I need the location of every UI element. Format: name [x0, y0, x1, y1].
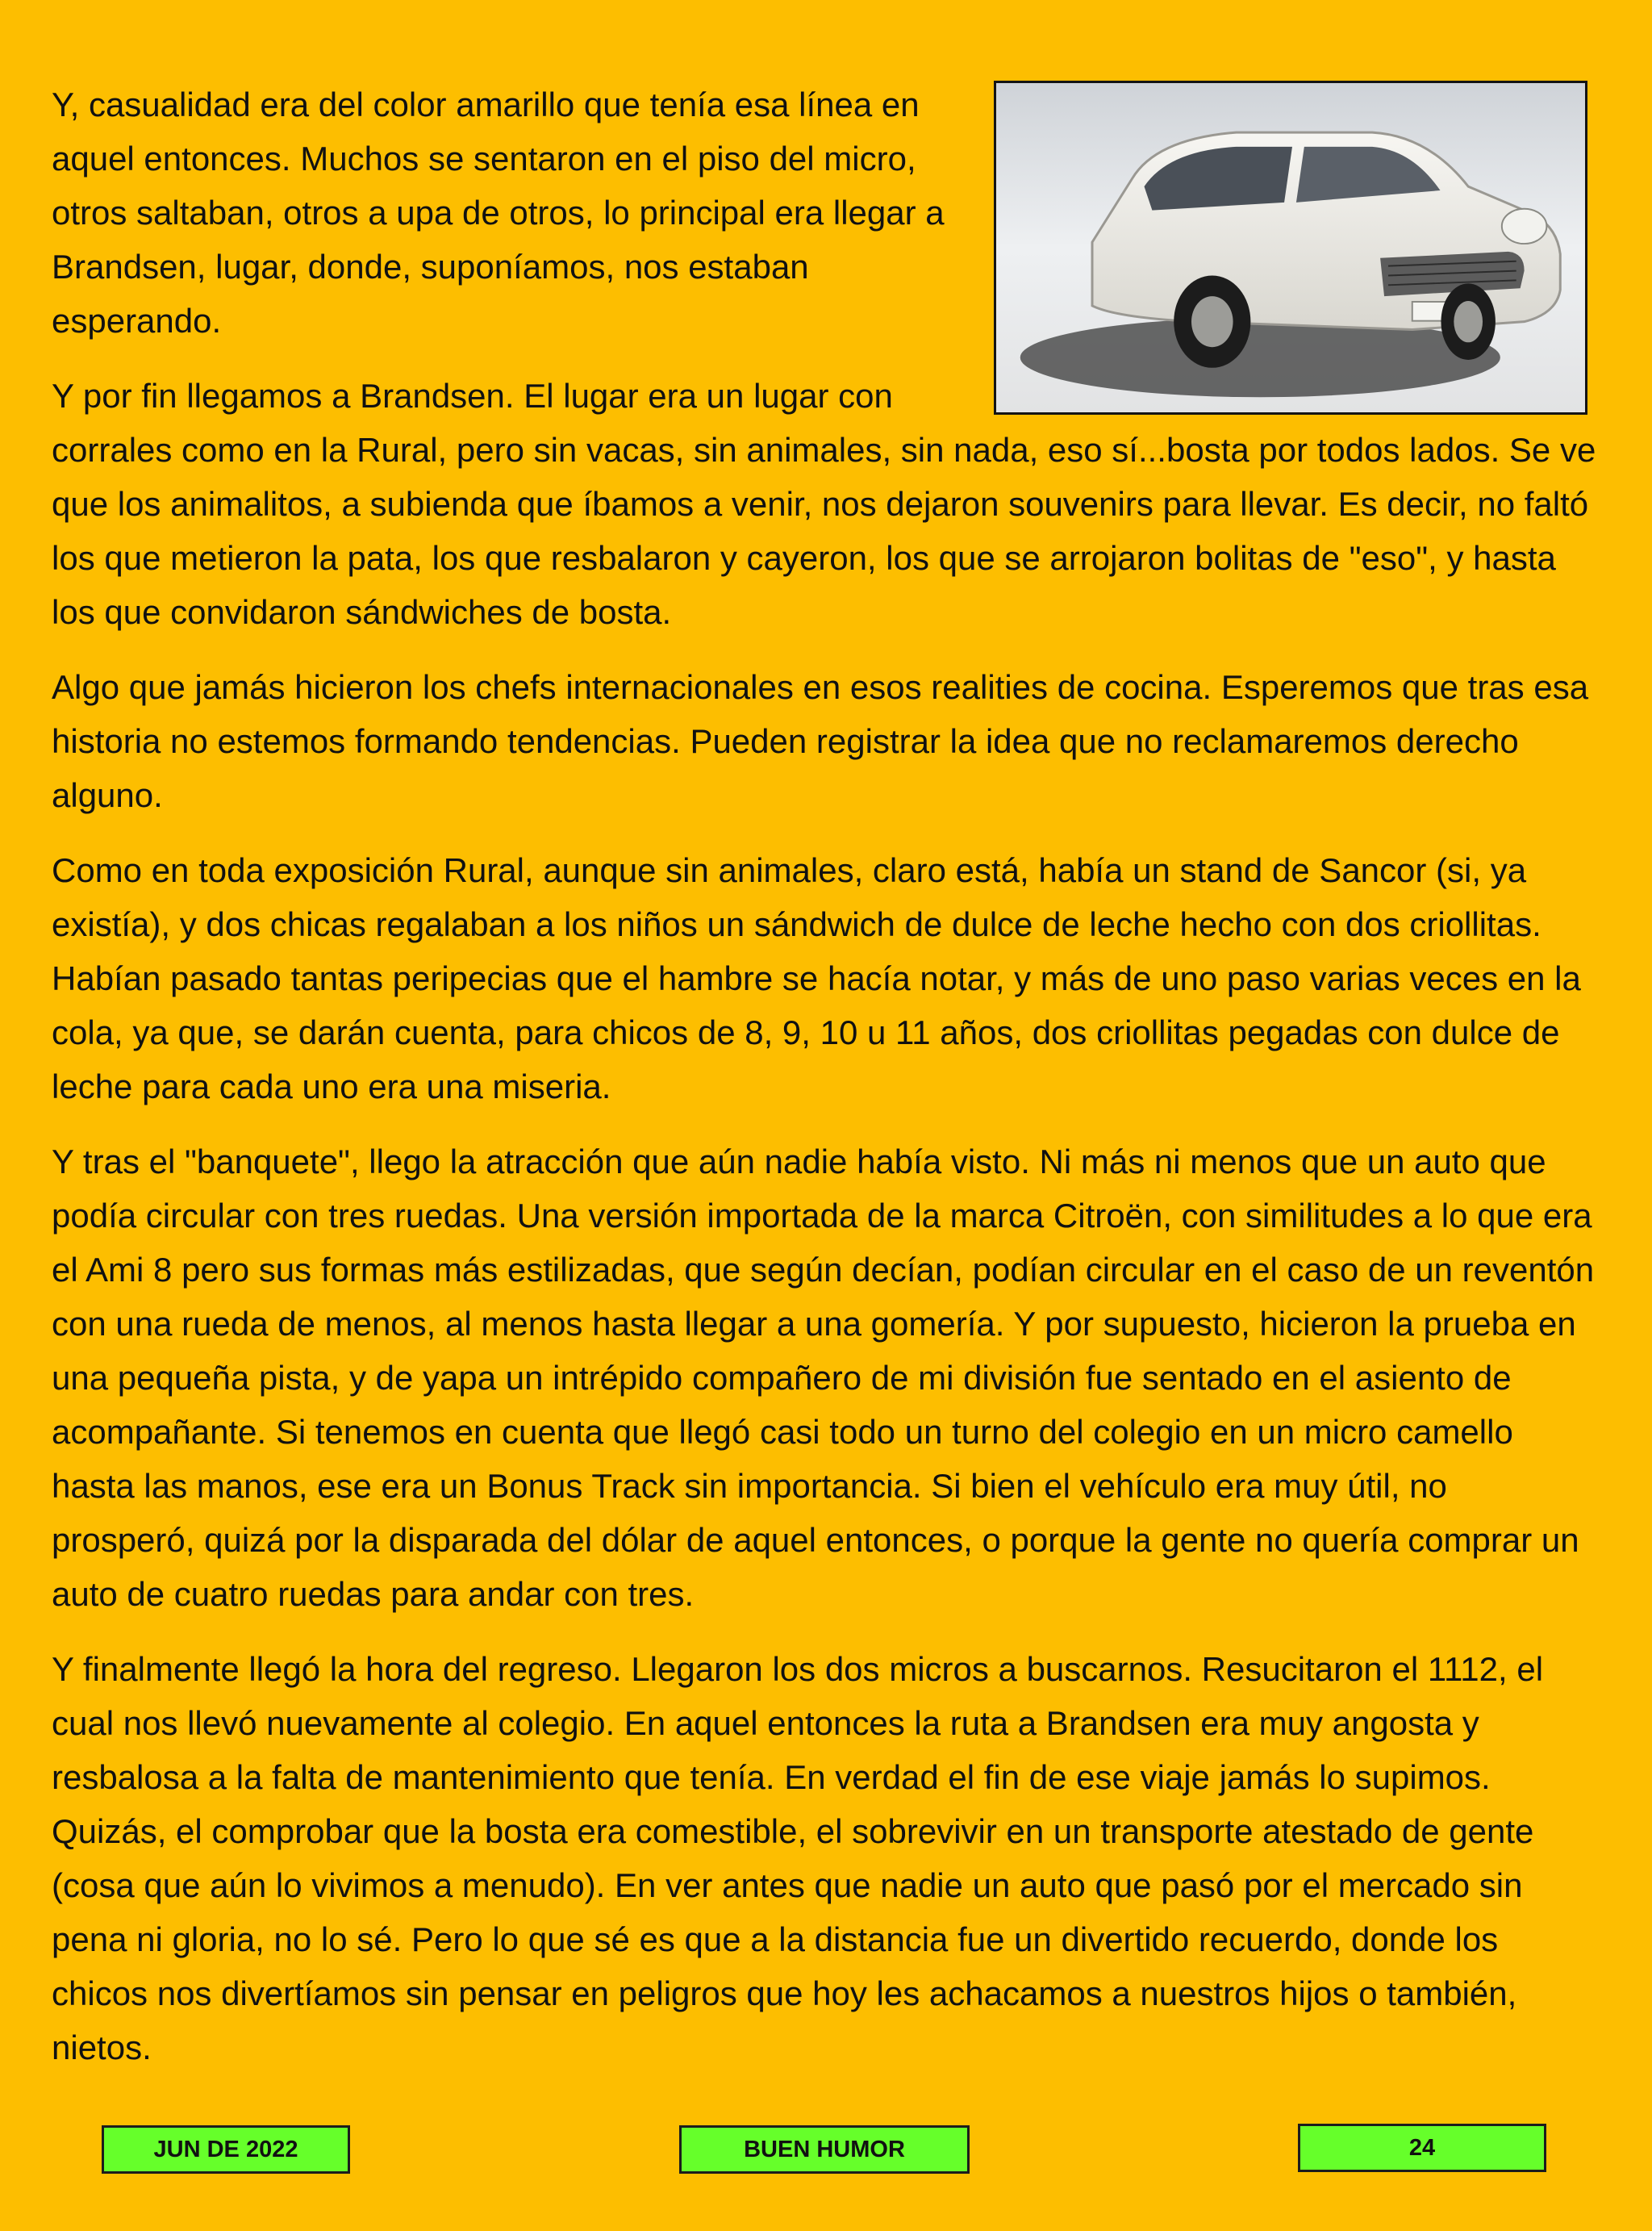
article-paragraph: Y finalmente llegó la hora del regreso. Llegaron los dos micros a buscarnos. Resucitaron el 1112, el cual nos llevó nuevamente al colegio. En aquel entonces la ruta a Brandsen era muy angosta y resbalosa a la falta de mantenimiento que tenía. En verdad el fin de ese viaje jamás lo supimos. Quizás, el comprobar que la bosta era comestible, el sobrevivir en un transporte atestado de gente (cosa que aún lo vivimos a menudo). En ver antes que nadie un auto que pasó por el mercado sin pena ni gloria, no lo sé. Pero lo que sé es que a la distancia fue un divertido recuerdo, donde los chicos nos divertíamos sin pensar en peligros que hoy les achacamos a nuestros hijos o también, nietos. — [52, 1650, 1544, 2066]
article-paragraph: Como en toda exposición Rural, aunque sin animales, claro está, había un stand de Sancor (si, ya existía), y dos chicas regalaban a los niños un sándwich de dulce de leche hecho con dos criollitas. Habían pasado tantas peripecias que el hambre se hacía notar, y más de uno paso varias veces en la cola, ya que, se darán cuenta, para chicos de 8, 9, 10 u 11 años, dos criollitas pegadas con dulce de leche para cada uno era una miseria. — [52, 851, 1581, 1105]
footer-date: JUN DE 2022 — [153, 2136, 298, 2162]
article-body — [52, 77, 1597, 2095]
footer-section-box — [679, 2125, 970, 2174]
footer-page-box — [1298, 2124, 1546, 2172]
article-paragraph: Y, casualidad era del color amarillo que tenía esa línea en aquel entonces. Muchos se sentaron en el piso del micro, otros saltaban, otros a upa de otros, lo principal era llegar a Brandsen, lugar, donde, suponíamos, nos estaban esperando. — [52, 86, 945, 340]
article-paragraph: Y por fin llegamos a Brandsen. El lugar era un lugar con corrales como en la Rural, pero sin vacas, sin animales, sin nada, eso sí...bosta por todos lados. Se ve que los animalitos, a subienda que íbamos a venir, nos dejaron souvenirs para llevar. Es decir, no faltó los que metieron la pata, los que resbalaron y cayeron, los que se arrojaron bolitas de "eso", y hasta los que convidaron sándwiches de bosta. — [52, 377, 1596, 631]
page-number: 24 — [1408, 2134, 1436, 2161]
article-paragraph: Y tras el "banquete", llego la atracción que aún nadie había visto. Ni más ni menos que un auto que podía circular con tres ruedas. Una versión importada de la marca Citroën, con similitudes a lo que era el Ami 8 pero sus formas más estilizadas, que según decían, podían circular en el caso de un reventón con una rueda de menos, al menos hasta llegar a una gomería. Y por supuesto, hicieron la prueba en una pequeña pista, y de yapa un intrépido compañero de mi división fue sentado en el asiento de acompañante. Si tenemos en cuenta que llegó casi todo un turno del colegio en un micro camello hasta las manos, ese era un Bonus Track sin importancia. Si bien el vehículo era muy útil, no prosperó, quizá por la disparada del dólar de aquel entonces, o porque la gente no quería comprar un auto de cuatro ruedas para andar con tres. — [52, 1143, 1595, 1613]
article-paragraph: Algo que jamás hicieron los chefs internacionales en esos realities de cocina. Esperemos que tras esa historia no estemos formando tendencias. Pueden registrar la idea que no reclamaremos derecho alguno. — [52, 668, 1589, 814]
footer-section: BUEN HUMOR — [744, 2136, 905, 2162]
footer-date-box — [102, 2125, 350, 2174]
